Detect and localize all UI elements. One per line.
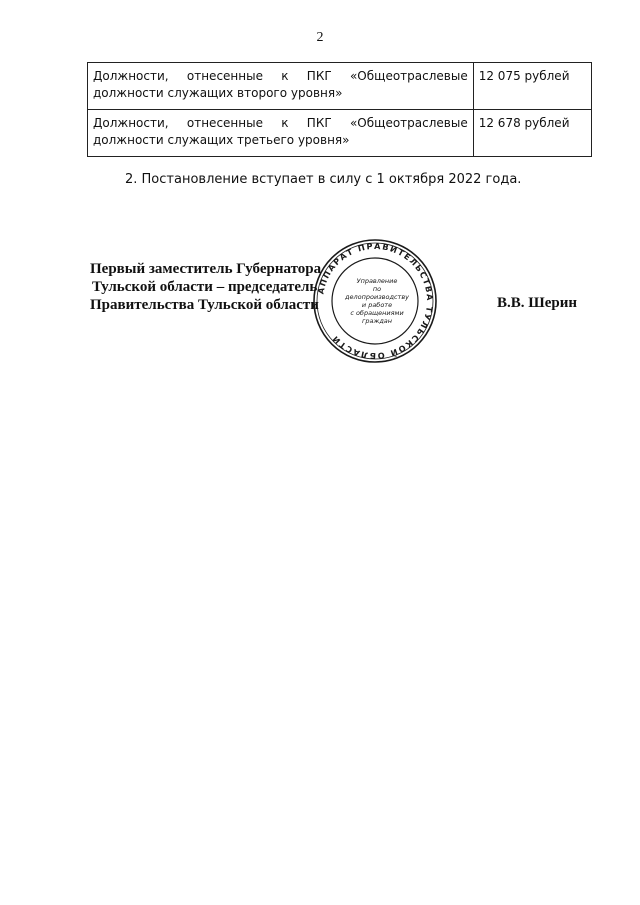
amount-cell: 12 075 рублей (473, 63, 591, 110)
seal-line: по делопроизводству (345, 285, 409, 301)
signer-title (90, 260, 321, 314)
position-cell (88, 110, 474, 157)
table-row (88, 63, 592, 110)
amount-cell: 12 678 рублей (473, 110, 591, 157)
position-line: Должности, отнесенные к ПКГ «Общеотраслевые (93, 116, 468, 130)
clause-2: 2. Постановление вступает в силу с 1 октября 2022 года. (125, 172, 522, 187)
seal-line: и работе (361, 301, 393, 309)
seal-center-text (342, 277, 412, 325)
seal-line: Управление (356, 277, 398, 285)
table-row (88, 110, 592, 157)
position-line: должности служащих второго уровня» (93, 86, 343, 100)
salary-table (87, 62, 592, 157)
signer-title-line: Правительства Тульской области (90, 297, 319, 313)
signer-title-line: Первый заместитель Губернатора (90, 261, 322, 277)
seal-line: граждан (361, 317, 393, 325)
position-cell (88, 63, 474, 110)
position-line: должности служащих третьего уровня» (93, 133, 350, 147)
position-line: Должности, отнесенные к ПКГ «Общеотраслевые (93, 69, 468, 83)
page-number: 2 (316, 30, 324, 45)
seal-line: с обращениями (350, 309, 404, 317)
signer-name: В.В. Шерин (497, 295, 578, 311)
signer-title-line: Тульской области – председатель (92, 279, 318, 295)
seal-ring-text: АППАРАТ ПРАВИТЕЛЬСТВА ТУЛЬСКОЙ ОБЛАСТИ (315, 240, 436, 362)
